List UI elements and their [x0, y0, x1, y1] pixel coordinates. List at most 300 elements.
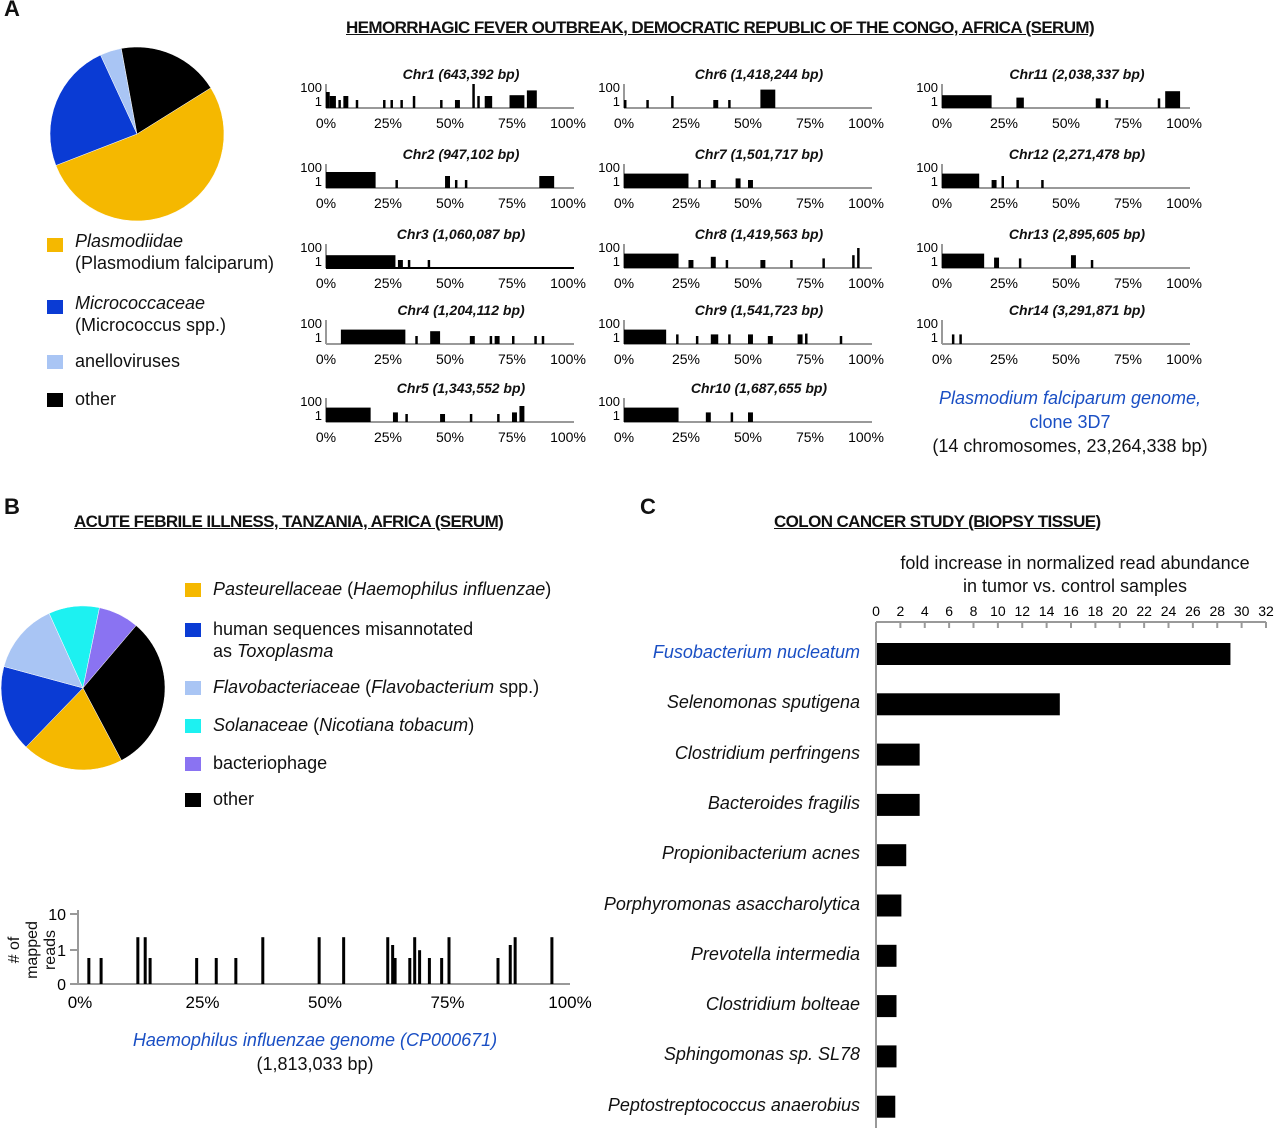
y-tick-label: 100 — [916, 160, 938, 175]
chromosome-title: Chr7 (1,501,717 bp) — [694, 146, 824, 162]
x-tick-label: 4 — [920, 603, 929, 619]
coverage-bar — [1091, 260, 1093, 268]
y-tick-label: 1 — [612, 408, 620, 423]
coverage-bar — [728, 334, 730, 344]
legend-swatch — [185, 583, 201, 597]
x-tick-label: 100% — [550, 195, 586, 211]
coverage-bar — [728, 100, 730, 108]
y-tick-label: 1 — [930, 174, 938, 189]
read-bar — [149, 958, 152, 984]
read-bar — [195, 958, 198, 984]
chromosome-plot — [296, 302, 586, 380]
x-tick-label: 75% — [497, 195, 527, 211]
chromosome-coverage-svg — [912, 310, 1202, 374]
coverage-bar — [713, 100, 718, 108]
chromosome-coverage-svg — [296, 234, 586, 298]
chromosome-plot — [296, 380, 586, 458]
coverage-bar — [1071, 255, 1076, 268]
coverage-bar — [470, 336, 475, 344]
legend-b-text: Solanaceae — [213, 715, 309, 735]
x-tick-label: 0% — [931, 275, 953, 291]
panel-a-title: HEMORRHAGIC FEVER OUTBREAK, DEMOCRATIC REPUBLIC OF THE CONGO, AFRICA (SERUM) — [346, 18, 1095, 37]
x-tick-label: 50% — [435, 195, 465, 211]
category-label: Selenomonas sputigena — [666, 692, 860, 713]
x-tick-label: 0% — [931, 195, 953, 211]
read-bar — [261, 937, 264, 984]
legend-swatch — [47, 393, 63, 407]
fold-increase-bar — [877, 995, 897, 1017]
y-tick-label: 1 — [612, 94, 620, 109]
coverage-bar — [798, 334, 803, 344]
coverage-bar — [1165, 91, 1180, 108]
x-tick-label: 6 — [945, 603, 954, 619]
x-tick-label: 0% — [315, 115, 337, 131]
coverage-bar — [696, 336, 698, 344]
fold-increase-bar — [877, 643, 1230, 665]
pie-chart-a — [47, 44, 227, 224]
fold-increase-bar — [877, 1096, 895, 1118]
read-bar — [440, 958, 443, 984]
x-tick-label: 75% — [1113, 351, 1143, 367]
x-tick-label: 75% — [1113, 115, 1143, 131]
x-tick-label: 50% — [733, 351, 763, 367]
panel-c-xlabel — [870, 552, 1280, 598]
coverage-bar — [512, 336, 514, 344]
chromosome-title: Chr3 (1,060,087 bp) — [396, 226, 526, 242]
x-tick-label: 75% — [497, 429, 527, 445]
y-tick-label: 1 — [314, 330, 322, 345]
coverage-bar — [711, 257, 716, 268]
chromosome-plot — [594, 146, 884, 224]
chromosome-title: Chr10 (1,687,655 bp) — [690, 380, 828, 396]
x-tick-label: 100% — [848, 195, 884, 211]
coverage-bar — [624, 100, 626, 108]
chromosome-coverage-svg — [912, 74, 1202, 138]
x-tick-label: 25% — [671, 195, 701, 211]
coverage-bar — [512, 412, 517, 422]
coverage-bar — [395, 180, 397, 188]
chromosome-plot — [296, 146, 586, 224]
x-tick-label: 100% — [848, 351, 884, 367]
coverage-bar — [857, 248, 859, 268]
y-tick-label: 1 — [930, 254, 938, 269]
coverage-bar — [711, 180, 716, 188]
y-tick-label: 100 — [598, 240, 620, 255]
coverage-bar — [455, 100, 460, 108]
chromosome-title: Chr11 (2,038,337 bp) — [1009, 66, 1145, 82]
read-bar — [514, 937, 517, 984]
coverage-bar — [671, 96, 673, 108]
fold-increase-bar — [877, 1045, 897, 1067]
x-tick-label: 50% — [307, 993, 343, 1012]
panel-b-title: ACUTE FEBRILE ILLNESS, TANZANIA, AFRICA (SERUM) — [74, 512, 504, 531]
read-bar — [418, 950, 421, 984]
chromosome-plot — [594, 66, 884, 144]
coverage-bar — [405, 414, 407, 422]
coverage-bar — [1002, 176, 1004, 188]
legend-b-text: ( — [308, 715, 320, 735]
coverage-bar — [326, 172, 376, 188]
panel-c-xlabel-line2: in tumor vs. control samples — [962, 576, 1188, 596]
legend-b-label — [213, 752, 327, 774]
coverage-bar — [428, 260, 430, 268]
coverage-bar — [465, 180, 467, 188]
legend-b-label — [213, 578, 551, 600]
legend-b-text: as — [213, 641, 238, 661]
legend-b-label — [213, 618, 473, 662]
y-tick-label: 100 — [598, 160, 620, 175]
coverage-bar — [952, 334, 954, 344]
caption-b-line1: Haemophilus influenzae genome (CP000671) — [132, 1030, 498, 1050]
coverage-bar — [542, 336, 544, 344]
coverage-bar — [731, 412, 733, 422]
read-bar — [497, 958, 500, 984]
chromosome-coverage-svg — [594, 154, 884, 218]
coverage-bar — [477, 96, 479, 108]
chromosome-coverage-svg — [296, 310, 586, 374]
x-tick-label: 0% — [931, 351, 953, 367]
chromosome-plot — [594, 302, 884, 380]
fold-increase-bar-chart — [860, 600, 1280, 1130]
legend-b-text: Flavobacteriaceae — [213, 677, 361, 697]
category-label: Clostridium bolteae — [705, 994, 860, 1015]
y-tick-label: 100 — [598, 316, 620, 331]
legend-b-line — [213, 578, 551, 600]
x-tick-label: 25% — [671, 429, 701, 445]
chromosome-plot — [594, 226, 884, 304]
chromosome-coverage-svg — [912, 234, 1202, 298]
chromosome-plot — [912, 302, 1202, 380]
x-tick-label: 25% — [373, 195, 403, 211]
coverage-bar — [748, 334, 753, 344]
coverage-bar — [1106, 100, 1108, 108]
fold-increase-bar — [877, 945, 897, 967]
chromosome-plot — [594, 380, 884, 458]
legend-a-label — [75, 388, 116, 410]
coverage-bar — [527, 90, 537, 108]
legend-b-label — [213, 788, 254, 810]
x-tick-label: 100% — [1166, 275, 1202, 291]
haemophilus-coverage-plot — [40, 902, 600, 1012]
x-tick-label: 0% — [613, 429, 635, 445]
y-tick-label: 1 — [314, 408, 322, 423]
chromosome-plot — [912, 66, 1202, 144]
reads-ylabel-line2: reads — [42, 929, 59, 971]
x-tick-label: 75% — [1113, 195, 1143, 211]
chromosome-title: Chr4 (1,204,112 bp) — [397, 302, 525, 318]
y-tick-label: 100 — [598, 394, 620, 409]
coverage-bar — [495, 336, 500, 344]
x-tick-label: 28 — [1209, 603, 1226, 619]
category-label: Fusobacterium nucleatum — [652, 642, 860, 662]
panel-letter-a: A — [4, 0, 20, 21]
read-bar — [413, 937, 416, 984]
legend-a-name: other — [75, 389, 117, 409]
legend-b-text: ) — [468, 715, 475, 735]
y-tick-label: 100 — [300, 160, 322, 175]
coverage-bar — [539, 176, 554, 188]
x-tick-label: 26 — [1185, 603, 1201, 619]
x-tick-label: 100% — [550, 351, 586, 367]
chromosome-title: Chr1 (643,392 bp) — [402, 66, 520, 82]
read-bar — [509, 945, 512, 984]
x-tick-label: 50% — [435, 115, 465, 131]
legend-b-label — [213, 676, 539, 698]
legend-swatch — [185, 757, 201, 771]
legend-swatch — [185, 719, 201, 733]
chromosome-coverage-svg — [594, 310, 884, 374]
legend-b-line — [213, 618, 473, 640]
coverage-bar — [341, 330, 405, 344]
coverage-bar — [393, 412, 398, 422]
chromosome-title: Chr13 (2,895,605 bp) — [1008, 226, 1146, 242]
x-tick-label: 75% — [497, 275, 527, 291]
legend-a-family: Micrococcaceae — [75, 293, 206, 313]
fold-increase-bar — [877, 693, 1060, 715]
legend-b-text: ( — [342, 579, 354, 599]
read-bar — [215, 958, 218, 984]
coverage-bar — [688, 260, 693, 268]
read-bar — [144, 937, 147, 984]
x-tick-label: 50% — [733, 275, 763, 291]
coverage-bar — [942, 174, 979, 188]
read-bar — [394, 958, 397, 984]
legend-b-line — [213, 640, 473, 662]
x-tick-label: 0% — [613, 275, 635, 291]
panel-letter-c: C — [640, 494, 656, 519]
y-tick-label: 100 — [916, 316, 938, 331]
legend-b-text: human sequences misannotated — [213, 619, 474, 639]
x-tick-label: 0% — [613, 195, 635, 211]
legend-b-text: spp.) — [494, 677, 540, 697]
chromosome-title: Chr9 (1,541,723 bp) — [694, 302, 824, 318]
category-label: Prevotella intermedia — [690, 943, 860, 964]
coverage-bar — [624, 408, 679, 422]
y-tick-label: 100 — [300, 240, 322, 255]
coverage-bar — [748, 412, 753, 422]
read-bar — [87, 958, 90, 984]
chromosome-title: Chr5 (1,343,552 bp) — [396, 380, 526, 396]
legend-b-line — [213, 676, 539, 698]
chromosome-plot — [912, 146, 1202, 224]
coverage-bar — [440, 100, 442, 108]
x-tick-label: 50% — [1051, 351, 1081, 367]
coverage-bar — [992, 180, 997, 188]
legend-b-text: Flavobacterium — [371, 677, 495, 697]
x-tick-label: 50% — [733, 195, 763, 211]
coverage-bar — [413, 96, 415, 108]
coverage-bar — [1158, 98, 1160, 108]
fold-increase-bar — [877, 794, 920, 816]
y-tick-label: 100 — [300, 316, 322, 331]
x-tick-label: 100% — [550, 429, 586, 445]
x-tick-label: 25% — [989, 351, 1019, 367]
y-tick-label: 1 — [612, 254, 620, 269]
x-tick-label: 30 — [1233, 603, 1250, 619]
read-bar — [428, 958, 431, 984]
caption-a-line3: (14 chromosomes, 23,264,338 bp) — [932, 436, 1208, 456]
legend-b-label — [213, 714, 474, 736]
y-tick-label: 1 — [314, 174, 322, 189]
legend-b-line — [213, 752, 327, 774]
chromosome-coverage-svg — [594, 234, 884, 298]
coverage-bar — [748, 180, 753, 188]
coverage-bar — [415, 336, 417, 344]
x-tick-label: 100% — [1166, 351, 1202, 367]
read-bar — [318, 937, 321, 984]
x-tick-label: 75% — [795, 429, 825, 445]
y-tick-label: 1 — [314, 254, 322, 269]
x-tick-label: 100% — [848, 275, 884, 291]
chromosome-title: Chr6 (1,418,244 bp) — [694, 66, 824, 82]
x-tick-label: 100% — [550, 275, 586, 291]
x-tick-label: 50% — [1051, 275, 1081, 291]
x-tick-label: 50% — [1051, 115, 1081, 131]
coverage-bar — [455, 180, 457, 188]
y-tick-label: 100 — [598, 80, 620, 95]
coverage-bar — [1016, 180, 1018, 188]
chromosome-coverage-svg — [296, 154, 586, 218]
panel-c-title: COLON CANCER STUDY (BIOPSY TISSUE) — [774, 512, 1101, 531]
legend-swatch — [47, 300, 63, 314]
category-label: Bacteroides fragilis — [707, 792, 860, 813]
read-bar — [234, 958, 237, 984]
read-bar — [448, 937, 451, 984]
panel-letter-b: B — [4, 494, 20, 519]
chromosome-coverage-svg — [296, 388, 586, 452]
chromosome-plot — [912, 226, 1202, 304]
category-label: Peptostreptococcus anaerobius — [607, 1094, 860, 1115]
x-tick-label: 25% — [671, 275, 701, 291]
x-tick-label: 75% — [795, 351, 825, 367]
x-tick-label: 25% — [989, 275, 1019, 291]
legend-swatch — [47, 355, 63, 369]
x-tick-label: 32 — [1258, 603, 1274, 619]
reads-ylabel-line1: # of mapped — [6, 921, 41, 979]
x-tick-label: 0% — [315, 429, 337, 445]
coverage-bar — [490, 336, 492, 344]
fold-increase-bar — [877, 744, 920, 766]
x-tick-label: 100% — [1166, 115, 1202, 131]
coverage-bar — [445, 176, 450, 188]
y-tick-label: 1 — [612, 174, 620, 189]
x-tick-label: 22 — [1136, 603, 1152, 619]
coverage-bar — [994, 258, 999, 268]
coverage-bar — [822, 258, 824, 268]
x-tick-label: 24 — [1160, 603, 1177, 619]
coverage-bar — [330, 96, 336, 108]
coverage-bar — [485, 96, 492, 108]
legend-b-text: Toxoplasma — [237, 641, 334, 661]
coverage-bar — [338, 100, 340, 108]
legend-a-label — [75, 230, 274, 274]
x-tick-label: 75% — [795, 115, 825, 131]
read-bar — [342, 937, 345, 984]
coverage-bar — [343, 96, 348, 108]
chromosome-title: Chr2 (947,102 bp) — [402, 146, 520, 162]
x-tick-label: 0 — [872, 603, 880, 619]
caption-b — [100, 1028, 530, 1076]
x-tick-label: 25% — [373, 351, 403, 367]
coverage-bar — [519, 406, 524, 422]
y-tick-label: 100 — [916, 80, 938, 95]
y-tick-label: 100 — [916, 240, 938, 255]
x-tick-label: 25% — [185, 993, 220, 1012]
x-tick-label: 0% — [315, 195, 337, 211]
y-tick-label: 1 — [930, 94, 938, 109]
fold-increase-bar — [877, 844, 906, 866]
coverage-bar — [1019, 258, 1021, 268]
x-tick-label: 25% — [373, 275, 403, 291]
read-bar — [386, 937, 389, 984]
read-bar — [550, 937, 553, 984]
legend-a-name: (Micrococcus spp.) — [75, 315, 227, 335]
coverage-bar — [326, 92, 330, 108]
coverage-bar — [840, 336, 842, 344]
y-tick-label: 1 — [612, 330, 620, 345]
legend-a-label — [75, 350, 180, 372]
read-bar — [408, 958, 411, 984]
read-bar — [100, 958, 103, 984]
caption-b-line2: (1,813,033 bp) — [256, 1054, 374, 1074]
x-tick-label: 50% — [1051, 195, 1081, 211]
x-tick-label: 75% — [430, 993, 465, 1012]
fold-increase-bar — [877, 895, 901, 917]
x-tick-label: 12 — [1014, 603, 1031, 619]
category-label: Sphingomonas sp. SL78 — [663, 1044, 860, 1065]
x-tick-label: 8 — [969, 603, 978, 619]
category-label: Porphyromonas asaccharolytica — [603, 893, 860, 914]
x-tick-label: 10 — [990, 603, 1006, 619]
x-tick-label: 100% — [848, 115, 884, 131]
chromosome-plot — [296, 66, 586, 144]
x-tick-label: 75% — [795, 275, 825, 291]
x-tick-label: 75% — [497, 351, 527, 367]
x-tick-label: 100% — [550, 115, 586, 131]
x-tick-label: 18 — [1087, 603, 1104, 619]
coverage-bar — [706, 412, 711, 422]
y-tick-label: 1 — [57, 943, 66, 960]
coverage-bar — [624, 254, 679, 268]
legend-b-text: Pasteurellaceae — [213, 579, 343, 599]
x-tick-label: 100% — [548, 993, 592, 1012]
legend-swatch — [47, 238, 63, 252]
coverage-bar — [430, 331, 440, 344]
y-tick-label: 100 — [300, 394, 322, 409]
x-tick-label: 0% — [315, 275, 337, 291]
coverage-bar — [624, 330, 666, 344]
coverage-bar — [398, 260, 403, 268]
y-tick-label: 100 — [300, 80, 322, 95]
coverage-bar — [1096, 98, 1101, 108]
coverage-bar — [390, 100, 392, 108]
legend-b-line — [213, 714, 474, 736]
coverage-bar — [760, 90, 775, 108]
coverage-bar — [472, 84, 474, 108]
legend-b-line — [213, 788, 254, 810]
legend-swatch — [185, 793, 201, 807]
coverage-bar — [676, 334, 678, 344]
x-tick-label: 25% — [373, 429, 403, 445]
caption-a-line1: Plasmodium falciparum genome, — [938, 388, 1202, 408]
coverage-bar — [356, 100, 358, 108]
x-tick-label: 100% — [848, 429, 884, 445]
y-tick-label: 1 — [314, 94, 322, 109]
coverage-bar — [726, 260, 728, 268]
coverage-bar — [760, 260, 765, 268]
x-tick-label: 25% — [671, 115, 701, 131]
coverage-bar — [942, 95, 992, 108]
